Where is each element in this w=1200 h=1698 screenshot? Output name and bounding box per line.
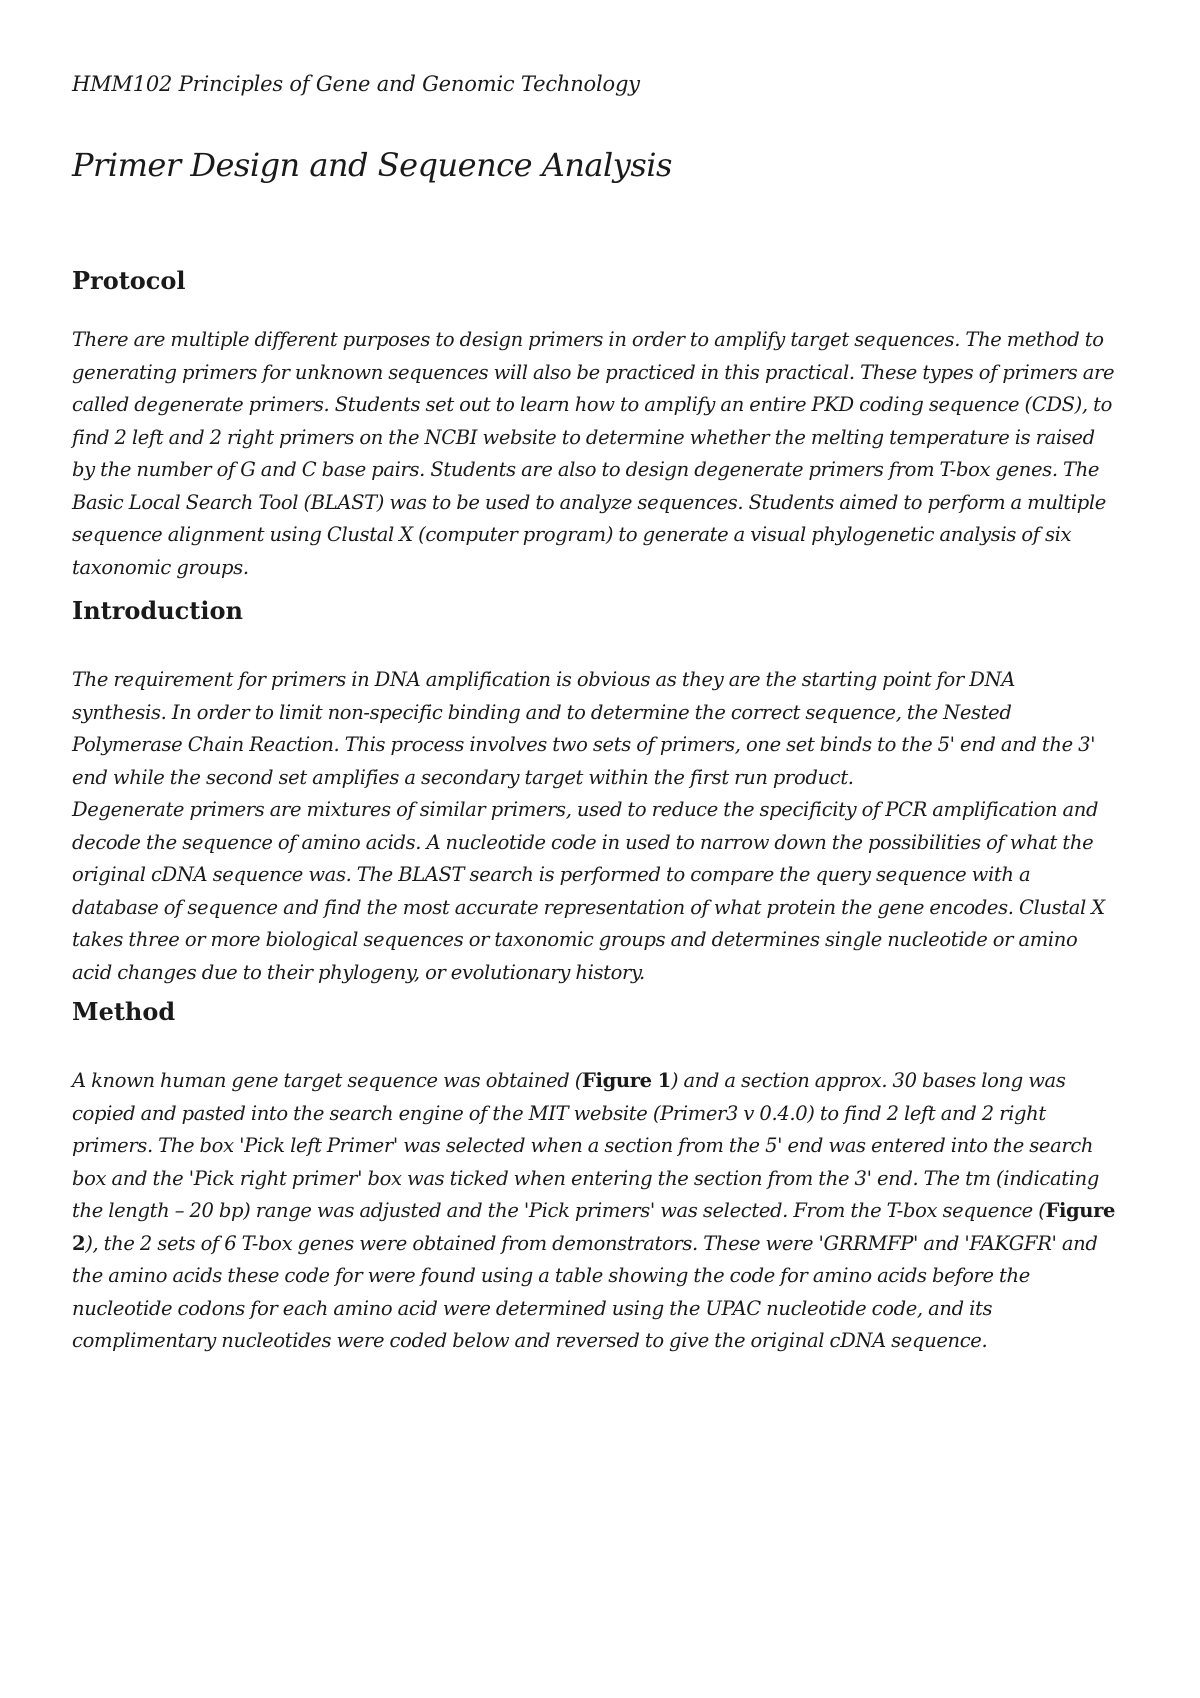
course-title: HMM102 Principles of Gene and Genomic Technology	[72, 72, 640, 96]
paragraph-line: decode the sequence of amino acids. A nucleotide code in used to narrow down the possibilities of what the	[72, 830, 1094, 854]
figure-reference: Figure 1	[582, 1069, 671, 1092]
protocol-heading: Protocol	[72, 266, 186, 295]
protocol-paragraph	[72, 324, 1172, 584]
paragraph-line: database of sequence and find the most accurate representation of what protein the gene encodes. Clustal X	[72, 895, 1105, 919]
paragraph-line: box and the 'Pick right primer' box was ticked when entering the section from the 3' end. The tm (indicating	[72, 1166, 1099, 1190]
paragraph-line	[72, 1228, 1172, 1261]
paragraph-line: nucleotide codons for each amino acid were determined using the UPAC nucleotide code, and its	[72, 1296, 993, 1320]
paragraph-line: takes three or more biological sequences or taxonomic groups and determines single nucleotide or amino	[72, 928, 1078, 951]
document-title: Primer Design and Sequence Analysis	[72, 146, 672, 184]
method-text: the length – 20 bp) range was adjusted and the 'Pick primers' was selected. From the T-box sequence (	[72, 1199, 1046, 1222]
introduction-heading: Introduction	[72, 596, 243, 625]
paragraph-line: taxonomic groups.	[72, 555, 249, 579]
method-text: ), the 2 sets of 6 T-box genes were obtained from demonstrators. These were 'GRRMFP' and 'FAKGFR' and	[85, 1231, 1098, 1255]
introduction-paragraph	[72, 664, 1172, 989]
paragraph-line: The requirement for primers in DNA amplification is obvious as they are the starting point for DNA	[72, 668, 1015, 691]
paragraph-line: end while the second set amplifies a secondary target within the first run product.	[72, 765, 854, 789]
paragraph-line	[72, 1195, 1172, 1228]
paragraph-line: Degenerate primers are mixtures of similar primers, used to reduce the specificity of PCR amplification and	[72, 798, 1099, 821]
paragraph-line: acid changes due to their phylogeny, or evolutionary history.	[72, 960, 645, 984]
method-text: A known human gene target sequence was obtained (	[72, 1069, 583, 1092]
paragraph-line: original cDNA sequence was. The BLAST search is performed to compare the query sequence with a	[72, 863, 1031, 886]
paragraph-line: primers. The box 'Pick left Primer' was selected when a section from the 5' end was entered into the search	[72, 1134, 1094, 1157]
paragraph-line	[72, 1065, 1172, 1098]
paragraph-line: find 2 left and 2 right primers on the NCBI website to determine whether the melting temperature is raised	[72, 425, 1095, 449]
paragraph-line: Basic Local Search Tool (BLAST) was to be used to analyze sequences. Students aimed to perform a multiple	[72, 490, 1107, 514]
figure-reference: Figure	[1045, 1199, 1116, 1222]
paragraph-line: complimentary nucleotides were coded below and reversed to give the original cDNA sequence.	[72, 1329, 988, 1352]
paragraph-line: Polymerase Chain Reaction. This process involves two sets of primers, one set binds to the 5' end and the 3'	[72, 733, 1096, 756]
paragraph-line: synthesis. In order to limit non-specific binding and to determine the correct sequence, the Nested	[72, 700, 1012, 724]
method-heading: Method	[72, 997, 176, 1026]
paragraph-line: generating primers for unknown sequences will also be practiced in this practical. These types of primers are	[72, 360, 1115, 384]
paragraph-line: called degenerate primers. Students set out to learn how to amplify an entire PKD coding sequence (CDS), to	[72, 393, 1112, 416]
paragraph-line: copied and pasted into the search engine of the MIT website (Primer3 v 0.4.0) to find 2 left and 2 right	[72, 1101, 1046, 1125]
method-text: ) and a section approx. 30 bases long was	[670, 1069, 1066, 1092]
method-paragraph	[72, 1065, 1172, 1358]
paragraph-line: by the number of G and C base pairs. Students are also to design degenerate primers from T-box genes. The	[72, 458, 1100, 481]
figure-reference: 2	[72, 1231, 86, 1255]
paragraph-line: There are multiple different purposes to design primers in order to amplify target sequences. The method to	[72, 328, 1104, 351]
paragraph-line: sequence alignment using Clustal X (computer program) to generate a visual phylogenetic analysis of six	[72, 523, 1072, 546]
paragraph-line: the amino acids these code for were found using a table showing the code for amino acids before the	[72, 1264, 1030, 1287]
